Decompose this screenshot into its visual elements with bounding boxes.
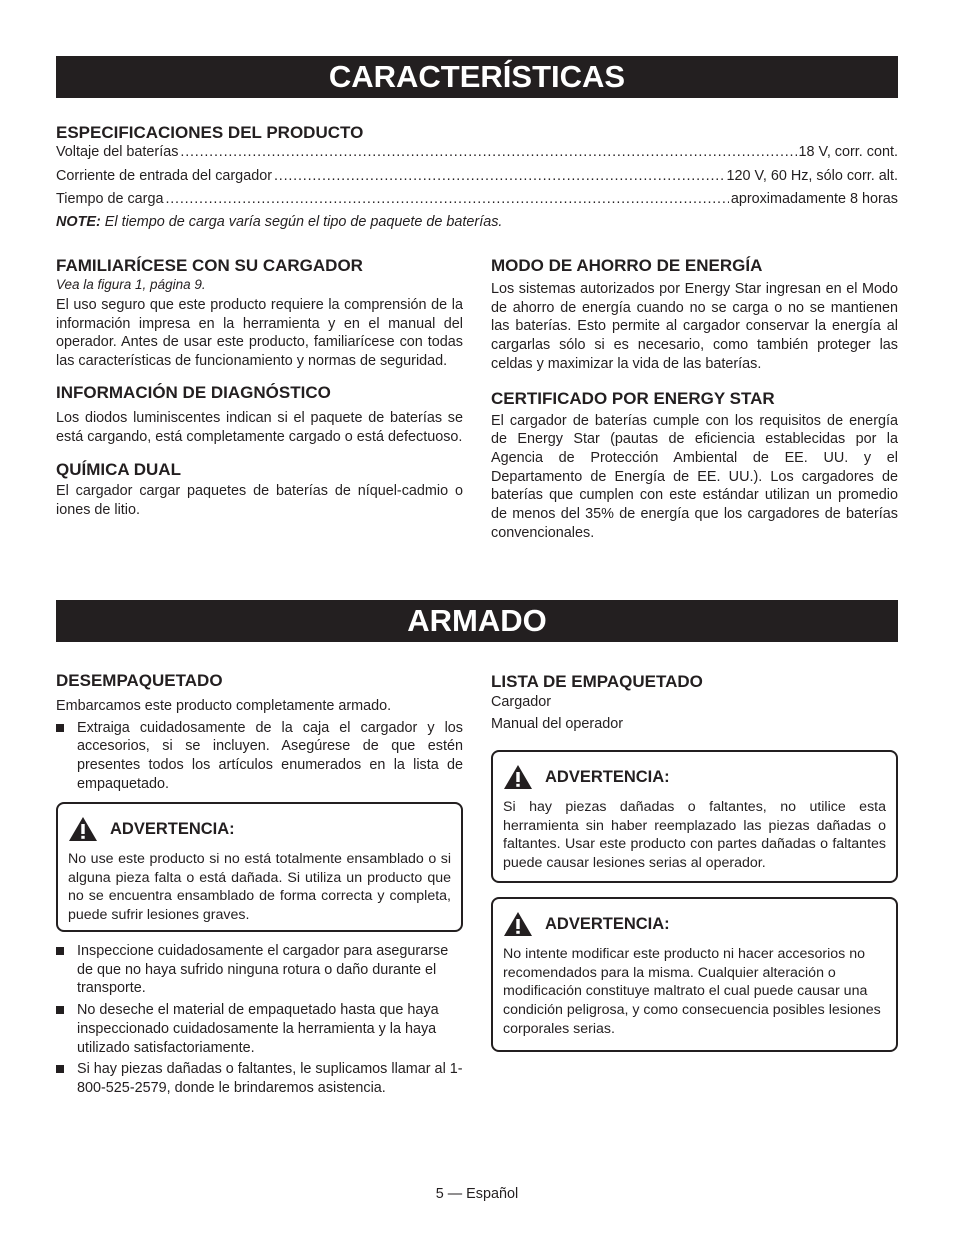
list-item-text: Si hay piezas dañadas o faltantes, le suplicamos llamar al 1-800-525-2579, donde le brindaremos asistencia. [77,1061,463,1096]
unpacking-intro: Embarcamos este producto completamente armado. [56,698,392,714]
list-item-text: Inspeccione cuidadosamente el cargador para asegurarse de que no haya sufrido ninguna rotura o daño durante el transporte. [77,943,449,997]
section-banner-caracteristicas: CARACTERÍSTICAS [56,56,898,98]
dot-leader [274,165,725,189]
section-banner-armado: ARMADO [56,600,898,642]
spec-value: aproximadamente 8 horas [730,191,898,207]
warning-text: Si hay piezas dañadas o faltantes, no utilice esta herramienta sin haber reemplazado las piezas dañadas o faltantes. Usar este producto con partes dañadas o faltantes puede causar lesiones serias al operador. [503,799,886,872]
warning-title: ADVERTENCIA: [545,767,670,786]
unpacking-section [56,671,463,794]
specs-heading: ESPECIFICACIONES DEL PRODUCTO [56,123,364,142]
warning-header [503,764,886,790]
familiarize-body: El uso seguro que este producto requiere la comprensión de la información impresa en la herramienta y en el manual del operador. Antes de usar este producto, familiarícese con todas las características de funcionamiento y normas de seguridad. [56,297,463,370]
packing-list-item: Manual del operador [491,715,624,732]
spec-value: 18 V, corr. cont. [798,144,898,160]
bullet-square-icon [56,719,77,794]
dual-chemistry-body: El cargador cargar paquetes de baterías de níquel-cadmio o iones de litio. [56,483,463,518]
spec-row-charge-time [56,188,898,212]
packing-list-heading: LISTA DE EMPAQUETADO [491,672,703,691]
familiarize-heading: FAMILIARÍCESE CON SU CARGADOR [56,256,363,275]
warning-triangle-icon [68,816,98,842]
list-item-text: No deseche el material de empaquetado hasta que haya inspeccionado cuidadosamente la herramienta y la haya utilizado satisfactoriamente. [77,1002,439,1056]
figure-reference: Vea la figura 1, página 9. [56,277,206,292]
left-column-features [56,256,463,520]
list-item [56,1001,463,1057]
warning-box-assembly [56,802,463,932]
list-item [56,719,463,794]
dual-chemistry-heading: QUÍMICA DUAL [56,460,181,480]
list-item [56,942,463,998]
energy-star-body: El cargador de baterías cumple con los requisitos de energía de Energy Star (pautas de eficiencia establecidas por la Agencia de Protección Ambiental de EE. UU. y el Departamento de Energía de EE. UU.). Los cargadores de baterías que cumplen con este estándar utilizan un promedio de menos del 35% de energía que los cargadores de baterías convencionales. [491,412,898,541]
specs-note [56,213,898,232]
list-item-text: Extraiga cuidadosamente de la caja el cargador y los accesorios, si se incluyen. Asegúrese de que estén presentes todos los artículos enumerados en la lista de empaquetado. [77,719,463,792]
spec-row-voltage [56,141,898,165]
spec-value: 120 V, 60 Hz, sólo corr. alt. [726,167,898,184]
spec-label: Tiempo de carga [56,191,164,207]
diagnostic-heading: INFORMACIÓN DE DIAGNÓSTICO [56,382,331,402]
warning-header [68,816,451,842]
warning-title: ADVERTENCIA: [545,914,670,933]
right-column-features [491,256,898,542]
dot-leader [165,188,728,212]
packing-list-section [491,672,898,733]
energy-mode-body: Los sistemas autorizados por Energy Star ingresan en el Modo de ahorro de energía cuando no se carga o no se mantienen las baterías. Esto permite al cargador conservar la energía al cargarlas sólo si es necesario, como también proteger las celdas y maximizar la vida de las baterías. [491,281,898,372]
warning-title: ADVERTENCIA: [110,819,235,838]
note-text: El tiempo de carga varía según el tipo de paquete de baterías. [104,213,503,230]
unpacking-heading: DESEMPAQUETADO [56,671,223,690]
dot-leader [180,141,796,165]
warning-triangle-icon [503,911,533,937]
warning-text: No intente modificar este producto ni hacer accesorios no recomendados para la misma. Cualquier alteración o modificación constituye maltrato el cual puede causar una condición peligrosa, y como consecuencia posibles lesiones corporales serias. [503,946,881,1037]
warning-text: No use este producto si no está totalmente ensamblado o si alguna pieza falta o está dañada. Si utiliza un producto que no se encuentra ensamblado de forma correcta y completa, puede sufrir lesiones graves. [68,851,451,924]
energy-star-heading: CERTIFICADO POR ENERGY STAR [491,388,775,408]
spec-row-input-current [56,165,898,189]
product-specifications [56,123,898,231]
warning-box-damaged-parts [491,750,898,883]
warning-triangle-icon [503,764,533,790]
unpacking-bullets [56,942,463,1098]
warning-box-modification [491,897,898,1052]
spec-label: Corriente de entrada del cargador [56,167,272,184]
bullet-square-icon [56,1060,77,1097]
page-footer: 5 — Español [435,1186,519,1202]
bullet-square-icon [56,1001,77,1057]
bullet-square-icon [56,942,77,998]
spec-label: Voltaje del baterías [56,144,179,160]
energy-mode-heading: MODO DE AHORRO DE ENERGÍA [491,256,763,275]
packing-list-item: Cargador [491,694,551,710]
note-label: NOTE: [56,213,101,230]
warning-header [503,911,886,937]
diagnostic-body: Los diodos luminiscentes indican si el paquete de baterías se está cargando, está completamente cargado o está defectuoso. [56,409,463,445]
list-item [56,1060,463,1097]
